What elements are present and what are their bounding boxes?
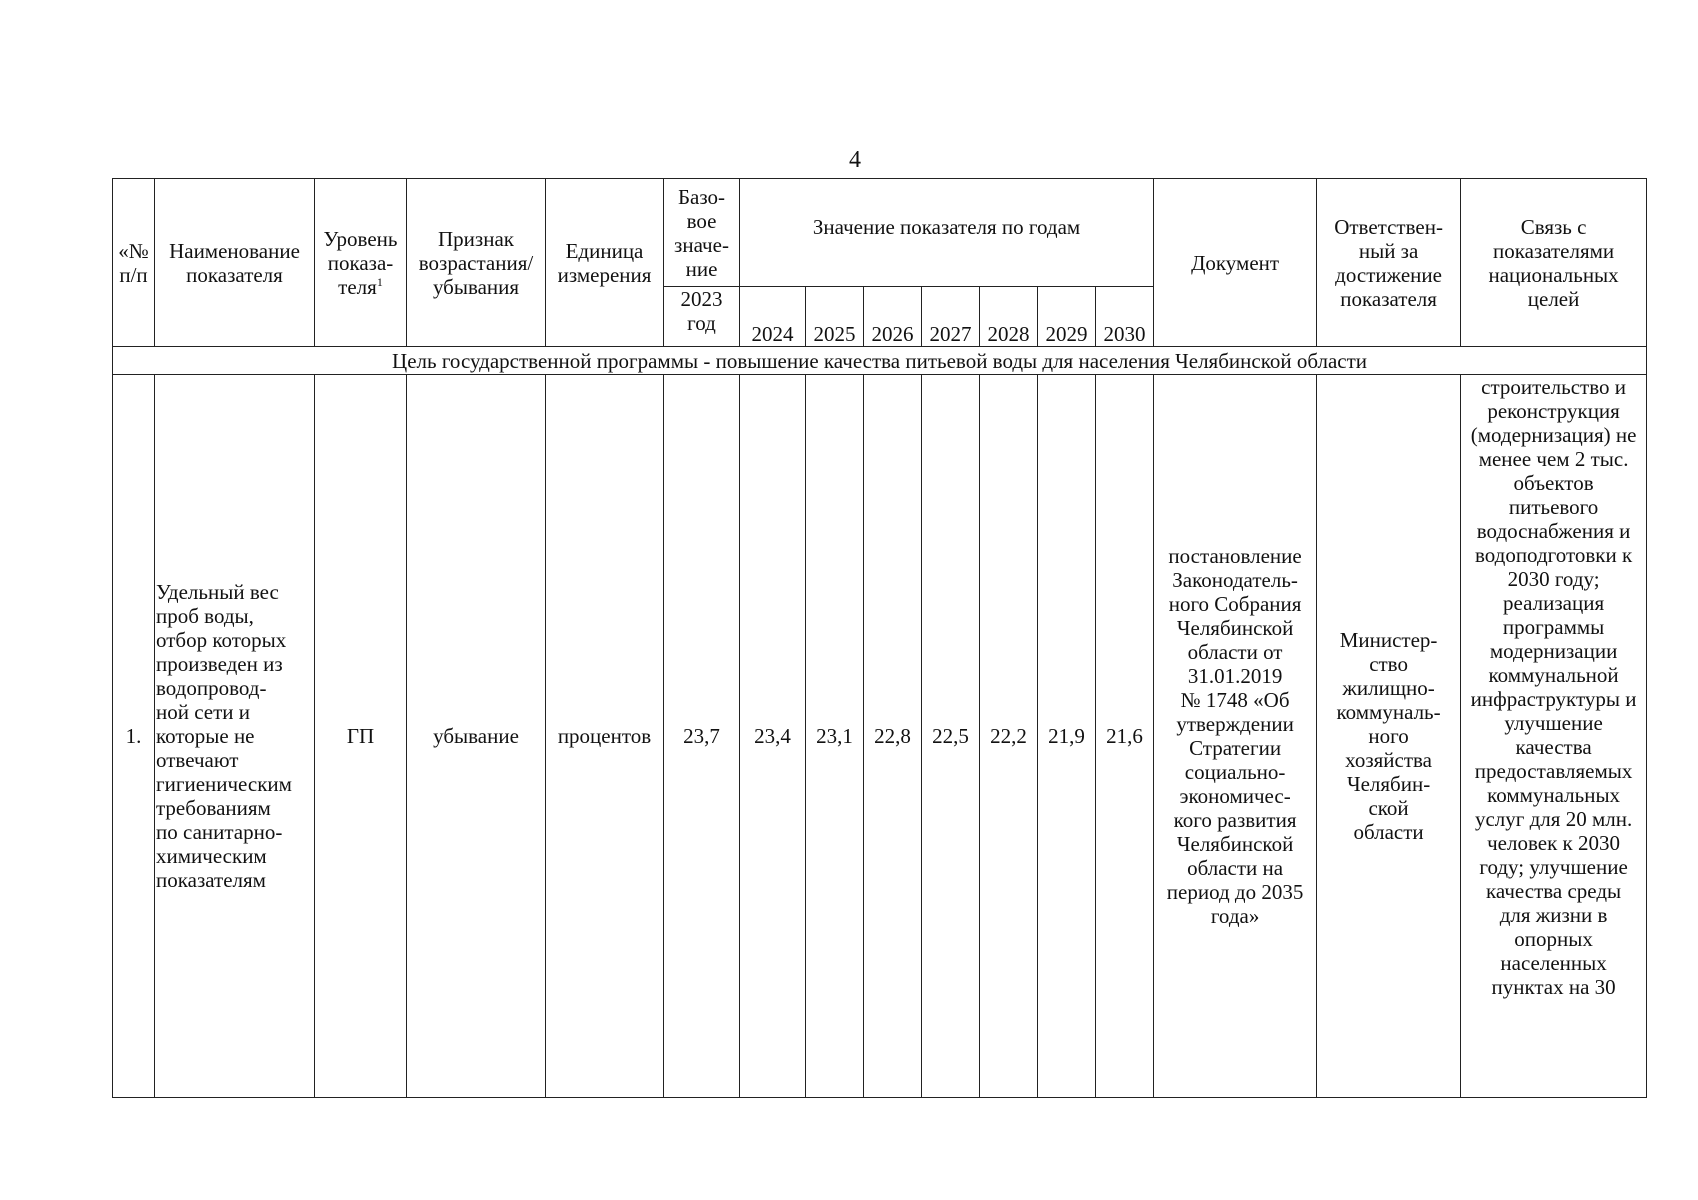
header-unit: Единица измерения xyxy=(546,179,664,347)
header-trend-sign: Признак возрастания/ убывания xyxy=(407,179,546,347)
header-responsible: Ответствен- ный за достижение показателя xyxy=(1317,179,1461,347)
header-year: 2024 xyxy=(740,287,806,347)
program-goal-row: Цель государственной программы - повышение качества питьевой воды для населения Челябинской области xyxy=(113,347,1647,375)
indicator-year-value: 23,1 xyxy=(806,375,864,1098)
indicator-year-value: 23,4 xyxy=(740,375,806,1098)
header-indicator-name: Наименование показателя xyxy=(155,179,315,347)
header-number: «№ п/п xyxy=(113,179,155,347)
header-year: 2028 xyxy=(980,287,1038,347)
header-year: 2025 xyxy=(806,287,864,347)
footnote-mark: 1 xyxy=(376,274,383,289)
header-base-value: Базо- вое значе- ние xyxy=(664,179,740,287)
row-number: 1. xyxy=(113,375,155,1098)
indicator-year-value: 22,5 xyxy=(922,375,980,1098)
header-level xyxy=(315,179,407,347)
indicator-unit: процентов xyxy=(546,375,664,1098)
indicator-document: постановление Законодатель- ного Собрания Челябинской области от 31.01.2019 № 1748 «Об утверждении Стратегии социально- экономичес- кого развития Челябинской области на период до 2035 года» xyxy=(1154,375,1317,1098)
header-national-goals-link: Связь с показателями национальных целей xyxy=(1461,179,1647,347)
header-year: 2029 xyxy=(1038,287,1096,347)
indicator-year-value: 21,9 xyxy=(1038,375,1096,1098)
indicator-name: Удельный вес проб воды, отбор которых произведен из водопровод- ной сети и которые не отвечают гигиеническим требованиям по санитарно- химическим показателям xyxy=(155,375,315,1098)
indicator-national-goals-link: строительство и реконструкция (модернизация) не менее чем 2 тыс. объектов питьевого водоснабжения и водоподготовки к 2030 году; реализация программы модернизации коммунальной инфраструктуры и улучшение качества предоставляемых коммунальных услуг для 20 млн. человек к 2030 году; улучшение качества среды для жизни в опорных населенных пунктах на 30 xyxy=(1461,375,1647,1098)
page-number: 4 xyxy=(849,147,861,173)
indicator-responsible: Министер- ство жилищно- коммуналь- ного хозяйства Челябин- ской области xyxy=(1317,375,1461,1098)
indicator-trend-sign: убывание xyxy=(407,375,546,1098)
indicator-year-value: 21,6 xyxy=(1096,375,1154,1098)
header-document: Документ xyxy=(1154,179,1317,347)
header-year: 2030 xyxy=(1096,287,1154,347)
indicators-table xyxy=(112,178,1647,1098)
indicator-year-value: 22,8 xyxy=(864,375,922,1098)
header-level-label: Уровень показа- теля xyxy=(323,226,398,299)
indicator-base-value: 23,7 xyxy=(664,375,740,1098)
indicator-year-value: 22,2 xyxy=(980,375,1038,1098)
indicator-level: ГП xyxy=(315,375,407,1098)
header-base-year: 2023 год xyxy=(664,287,740,347)
header-year: 2026 xyxy=(864,287,922,347)
header-values-by-year: Значение показателя по годам xyxy=(740,179,1154,287)
table-row xyxy=(113,375,1647,1098)
header-year: 2027 xyxy=(922,287,980,347)
